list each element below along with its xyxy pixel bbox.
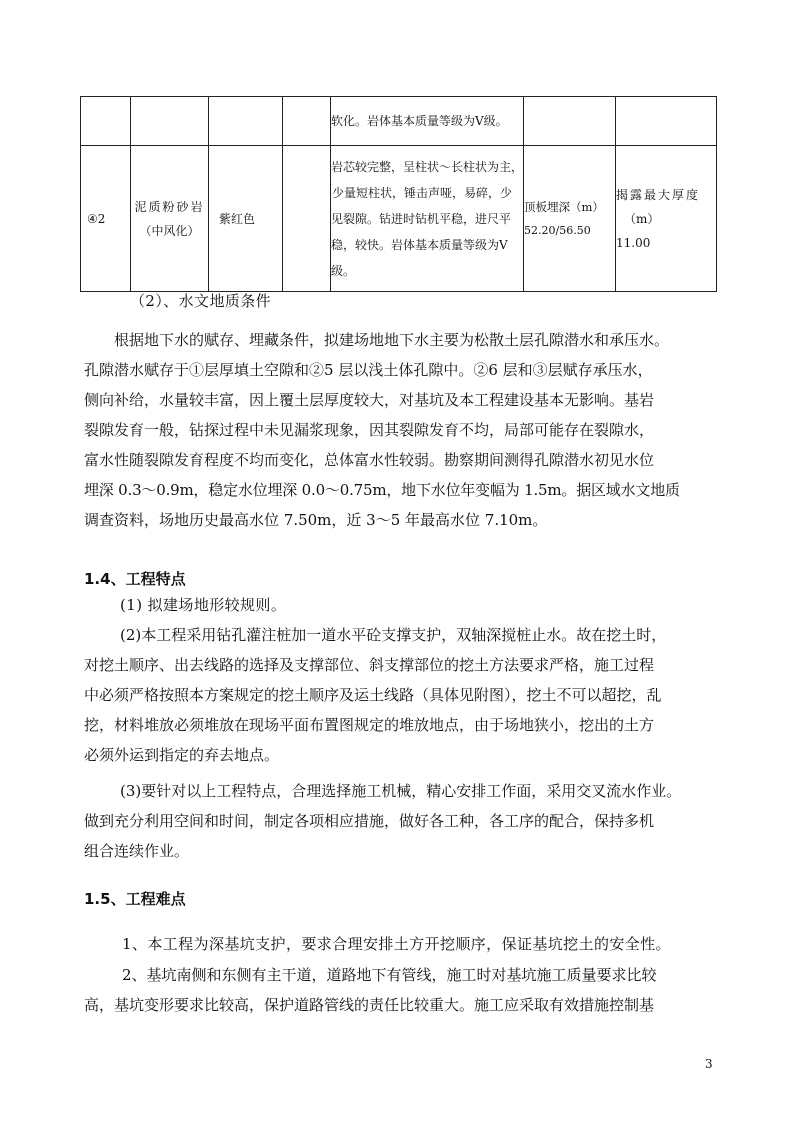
section-subtitle: （2）、水文地质条件 — [130, 292, 272, 310]
table-cell — [209, 97, 283, 146]
section-heading: 1.4、工程特点 — [84, 570, 186, 588]
paragraph-line: 富水性随裂隙发育程度不均而变化，总体富水性较弱。勘察期间测得孔隙潜水初见水位 — [84, 451, 655, 469]
paragraph-line: 必须外运到指定的弃去地点。 — [84, 746, 280, 764]
table-cell — [131, 97, 209, 146]
table-cell — [616, 97, 717, 146]
paragraph-line: 组合连续作业。 — [84, 842, 190, 860]
section-heading: 1.5、工程难点 — [84, 890, 186, 908]
rock-description: 软化。岩体基本质量等级为Ⅴ级。 — [331, 114, 508, 128]
table-cell — [524, 97, 616, 146]
weathering-grade: （中风化） — [139, 223, 200, 238]
table-cell — [331, 146, 524, 292]
paragraph-line: (3)要针对以上工程特点，合理选择施工机械，精心安排工作面，采用交叉流水作业。 — [120, 782, 682, 800]
paragraph-line: 埋深 0.3～0.9m，稳定水位埋深 0.0～0.75m，地下水位年变幅为 1.5m。据区域水文地质 — [84, 481, 680, 499]
description-line: 级。 — [331, 263, 356, 278]
paragraph-line: 孔隙潜水赋存于①层厚填土空隙和②5 层以浅土体孔隙中。②6 层和③层赋存承压水， — [84, 361, 653, 379]
paragraph-line: (2)本工程采用钻孔灌注桩加一道水平砼支撑支护，双轴深搅桩止水。故在挖土时， — [120, 626, 667, 644]
paragraph-line: 侧向补给，水量较丰富，因上覆土层厚度较大，对基坑及本工程建设基本无影响。基岩 — [84, 391, 655, 409]
thickness-value: 11.00 — [616, 235, 651, 250]
list-item — [84, 776, 716, 866]
paragraph-line: 裂隙发育一般，钻探过程中未见漏浆现象，因其裂隙发育不均，局部可能存在裂隙水， — [84, 421, 655, 439]
list-item — [84, 960, 716, 1020]
paragraph-line: 高，基坑变形要求比较高，保护道路管线的责任比较重大。施工应采取有效措施控制基 — [84, 996, 655, 1014]
paragraph-line: 做到充分利用空间和时间，制定各项相应措施，做好各工种，各工序的配合，保持多机 — [84, 812, 655, 830]
thickness-label: 揭露最大厚度 — [616, 187, 701, 202]
depth-value: 52.20/56.50 — [524, 223, 591, 237]
rock-color: 紫红色 — [219, 211, 256, 226]
thickness-unit: （m） — [624, 211, 660, 226]
list-item: (1) 拟建场地形较规则。 — [120, 596, 287, 614]
table-cell — [131, 146, 209, 292]
table-row — [81, 97, 717, 146]
paragraph-line: 对挖土顺序、出去线路的选择及支撑部位、斜支撑部位的挖土方法要求严格，施工过程 — [84, 656, 655, 674]
description-line: 见裂隙。钻进时钻机平稳，进尺平 — [331, 211, 512, 226]
paragraph-line: 2、基坑南侧和东侧有主干道，道路地下有管线，施工时对基坑施工质量要求比较 — [122, 966, 657, 984]
table-cell — [209, 146, 283, 292]
description-line: 稳，较快。岩体基本质量等级为Ⅴ — [331, 237, 508, 252]
paragraph-line: 中必须严格按照本方案规定的挖土顺序及运土线路（具体见附图），挖土不可以超挖，乱 — [84, 686, 662, 704]
paragraph-line: 根据地下水的赋存、埋藏条件，拟建场地地下水主要为松散土层孔隙潜水和承压水。 — [114, 331, 670, 349]
table-cell — [283, 97, 331, 146]
list-item: 1、本工程为深基坑支护，要求合理安排土方开挖顺序，保证基坑挖土的安全性。 — [122, 935, 671, 953]
table-cell — [81, 97, 131, 146]
paragraph-line: 挖，材料堆放必须堆放在现场平面布置图规定的堆放地点，由于场地狭小，挖出的土方 — [84, 716, 655, 734]
description-line: 岩芯较完整，呈柱状～长柱状为主， — [331, 159, 524, 174]
table-row — [81, 146, 717, 292]
depth-label: 顶板埋深（m） — [524, 199, 604, 214]
table-cell — [524, 146, 616, 292]
description-line: 少量短柱状，锤击声哑，易碎，少 — [332, 185, 513, 200]
paragraph-line: 调查资料，场地历史最高水位 7.50m，近 3～5 年最高水位 7.10m。 — [84, 511, 548, 529]
table-cell — [331, 97, 524, 146]
layer-number: ④2 — [87, 211, 106, 226]
table-cell — [283, 146, 331, 292]
hydro-paragraph — [84, 325, 716, 535]
page-number: 3 — [705, 1057, 713, 1071]
table-cell — [616, 146, 717, 292]
geology-table — [80, 96, 717, 292]
list-item — [84, 620, 716, 770]
rock-name: 泥质粉砂岩 — [134, 199, 205, 214]
table-cell — [81, 146, 131, 292]
